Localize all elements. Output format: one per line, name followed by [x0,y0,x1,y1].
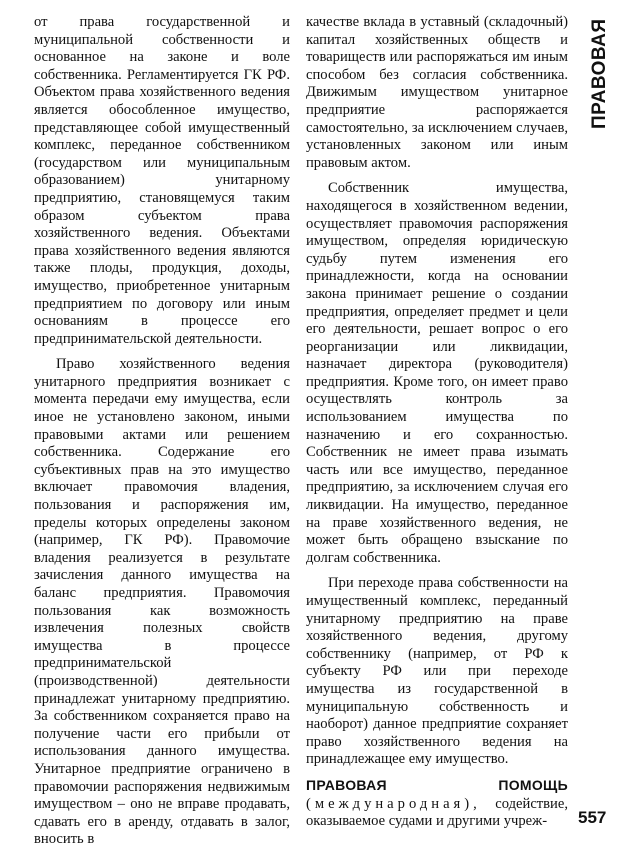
page-number: 557 [578,808,607,827]
section-header-label: ПРАВОВАЯ [589,18,610,129]
dictionary-entry [306,777,568,831]
entry-qualifier: (международная) [306,795,474,812]
right-column [306,14,568,831]
right-paragraph-2: Собственник имущества, находящегося в хозяйственном ведении, осуществляет правомочия распоряжения имуществом, определяя юридическую судьбу путем изменения его принадлежности, когда на основании закона принимает решение о создании предприятия, определяет предмет и цели его деятельности, решает вопрос о его реорганизации или ликвидации, назначает директора (руководителя) предприятия. Кроме того, он имеет право осуществлять контроль за использованием имущества по назначению и его сохранностью. Собственник не имеет права изымать часть или все имущество, переданное предприятию, за исключением случая его ликвидации. На имущество, переданное на праве хозяйственного ведения, не может быть обращено взыскание по долгам собственника. [306,180,568,566]
entry-term: ПРАВОВАЯ ПОМОЩЬ [306,776,568,793]
left-column [34,14,290,849]
section-header [580,18,620,138]
right-paragraph-3: При переходе права собственности на имущественный комплекс, переданный унитарному предприятию на праве хозяйственного ведения, другому собственнику (например, от РФ к субъекту РФ или при переходе имущества из государственной в муниципальную собственность и наоборот) данное предприятие сохраняет право хозяйственного ведения на принадлежащее ему имущество. [306,575,568,768]
left-paragraph-1: от права государственной и муниципальной собственности и основанное на законе и воле собственника. Регламентируется ГК РФ. Объектом права хозяйственного ведения является обособленное имущество, представляющее собой имущественный комплекс, переданное собственником (государством или муниципальным образованием) унитарному предприятию, становящемуся таким образом субъектом права хозяйственного ведения. Объектами права хозяйственного ведения являются также плоды, продукция, доходы, имущество, приобретенное унитарным предприятием по договору или иным основаниям в процессе его предпринимательской деятельности. [34,14,290,347]
left-paragraph-2: Право хозяйственного ведения унитарного предприятия возникает с момента передачи ему имущества, если иное не установлено законом, иными правовыми актами или решением собственника. Содержание его субъективных прав на это имущество включает правомочия владения, пользования и распоряжения им, пределы которых определены законом (например, ГК РФ). Правомочие владения реализуется в результате зачисления данного имущества на баланс предприятия. Правомочия пользования как возможность извлечения полезных свойств имущества в процессе предпринимательской (производственной) деятельности принадлежат унитарному предприятию. За собственником сохраняется право на получение части его прибыли от использования данного имущества. Унитарное предприятие ограничено в правомочии распоряжения недвижимым имуществом – оно не вправе продавать, сдавать его в аренду, отдавать в залог, вносить в [34,356,290,848]
right-paragraph-1: качестве вклада в уставный (складочный) капитал хозяйственных обществ и товариществ или распоряжаться им иным способом без согласия собственника. Движимым имуществом унитарное предприятие распоряжается самостоятельно, за исключением случаев, установленных законом или иным правовым актом. [306,14,568,171]
entry-text: , содействие, оказываемое судами и другими учреж- [306,795,568,830]
